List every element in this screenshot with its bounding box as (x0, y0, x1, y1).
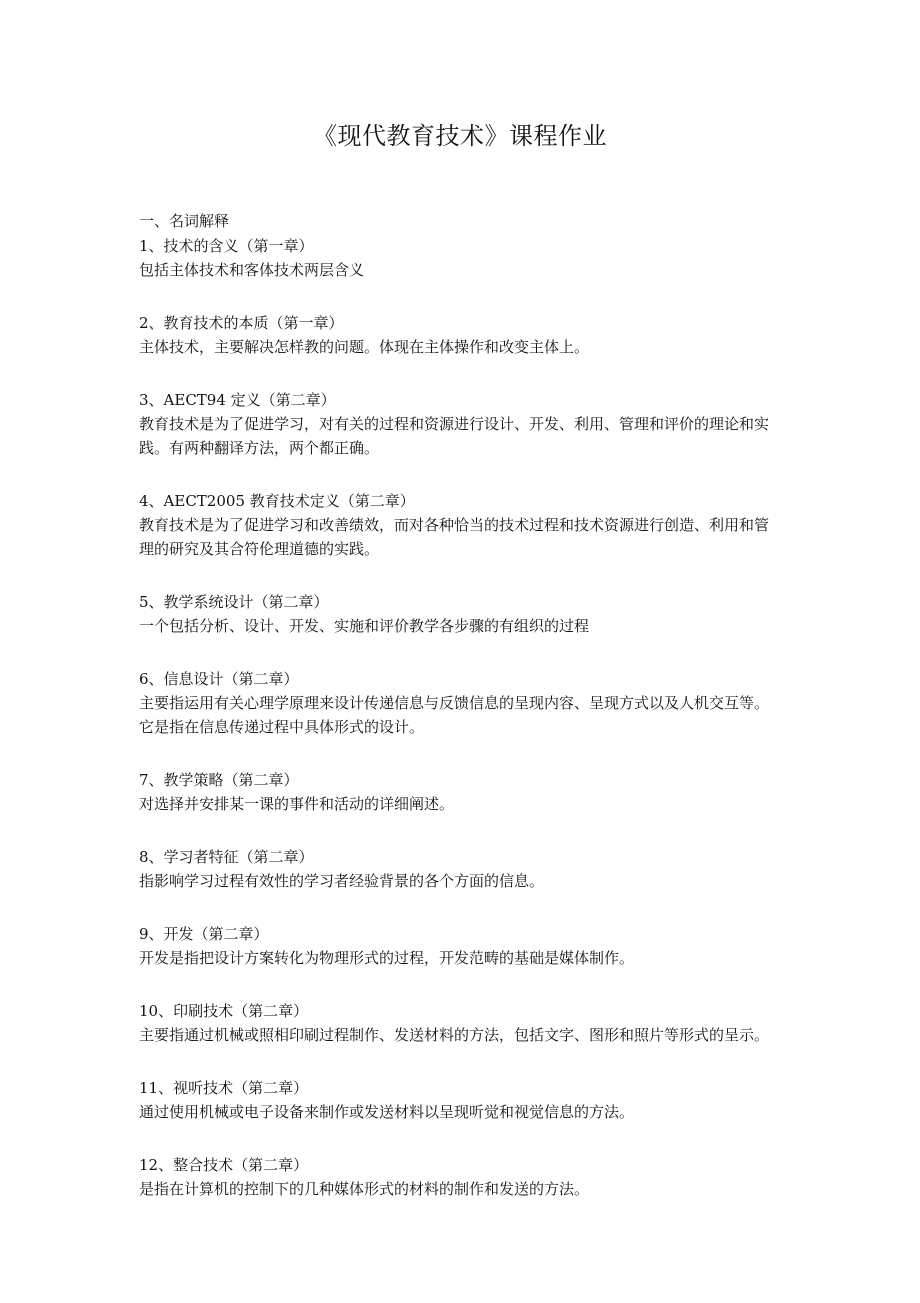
term-definition: 教育技术是为了促进学习和改善绩效，而对各种恰当的技术过程和技术资源进行创造、利用和管理的研究及其合符伦理道德的实践。 (139, 516, 770, 558)
term-item (139, 768, 779, 816)
term-heading: 7、教学策略（第二章） (139, 771, 299, 789)
term-definition: 主要指通过机械或照相印刷过程制作、发送材料的方法，包括文字、图形和照片等形式的呈示。 (139, 1026, 770, 1044)
term-heading: 10、印刷技术（第二章） (139, 1002, 309, 1020)
section-heading: 一、名词解释 (139, 212, 230, 230)
term-item (139, 845, 779, 893)
term-item (139, 489, 779, 561)
term-heading: 12、整合技术（第二章） (139, 1156, 309, 1174)
term-heading: 9、开发（第二章） (139, 925, 269, 943)
term-definition: 对选择并安排某一课的事件和活动的详细阐述。 (139, 795, 455, 813)
term-definition: 教育技术是为了促进学习，对有关的过程和资源进行设计、开发、利用、管理和评价的理论和实践。有两种翻译方法，两个都正确。 (139, 415, 770, 457)
term-definition: 包括主体技术和客体技术两层含义 (139, 261, 365, 279)
term-item (139, 311, 779, 359)
term-list (139, 234, 779, 1230)
term-item (139, 1076, 779, 1124)
term-item (139, 388, 779, 460)
term-heading: 6、信息设计（第二章） (139, 670, 299, 688)
term-definition: 通过使用机械或电子设备来制作或发送材料以呈现听觉和视觉信息的方法。 (139, 1103, 635, 1121)
term-heading: 3、AECT94 定义（第二章） (139, 391, 336, 409)
term-item (139, 999, 779, 1047)
term-heading: 5、教学系统设计（第二章） (139, 593, 329, 611)
term-definition: 主要指运用有关心理学原理来设计传递信息与反馈信息的呈现内容、呈现方式以及人机交互等。它是指在信息传递过程中具体形式的设计。 (139, 694, 770, 736)
term-definition: 开发是指把设计方案转化为物理形式的过程，开发范畴的基础是媒体制作。 (139, 949, 635, 967)
term-definition: 一个包括分析、设计、开发、实施和评价教学各步骤的有组织的过程 (139, 617, 590, 635)
term-item (139, 922, 779, 970)
term-definition: 是指在计算机的控制下的几种媒体形式的材料的制作和发送的方法。 (139, 1180, 590, 1198)
term-heading: 11、视听技术（第二章） (139, 1079, 309, 1097)
term-definition: 主体技术，主要解决怎样教的问题。体现在主体操作和改变主体上。 (139, 338, 590, 356)
term-item (139, 667, 779, 739)
document-title: 《现代教育技术》课程作业 (313, 122, 607, 150)
term-item (139, 590, 779, 638)
term-item (139, 1153, 779, 1201)
term-heading: 8、学习者特征（第二章） (139, 848, 314, 866)
term-heading: 2、教育技术的本质（第一章） (139, 314, 344, 332)
term-definition: 指影响学习过程有效性的学习者经验背景的各个方面的信息。 (139, 872, 545, 890)
term-item (139, 234, 779, 282)
term-heading: 4、AECT2005 教育技术定义（第二章） (139, 492, 415, 510)
term-heading: 1、技术的含义（第一章） (139, 237, 314, 255)
